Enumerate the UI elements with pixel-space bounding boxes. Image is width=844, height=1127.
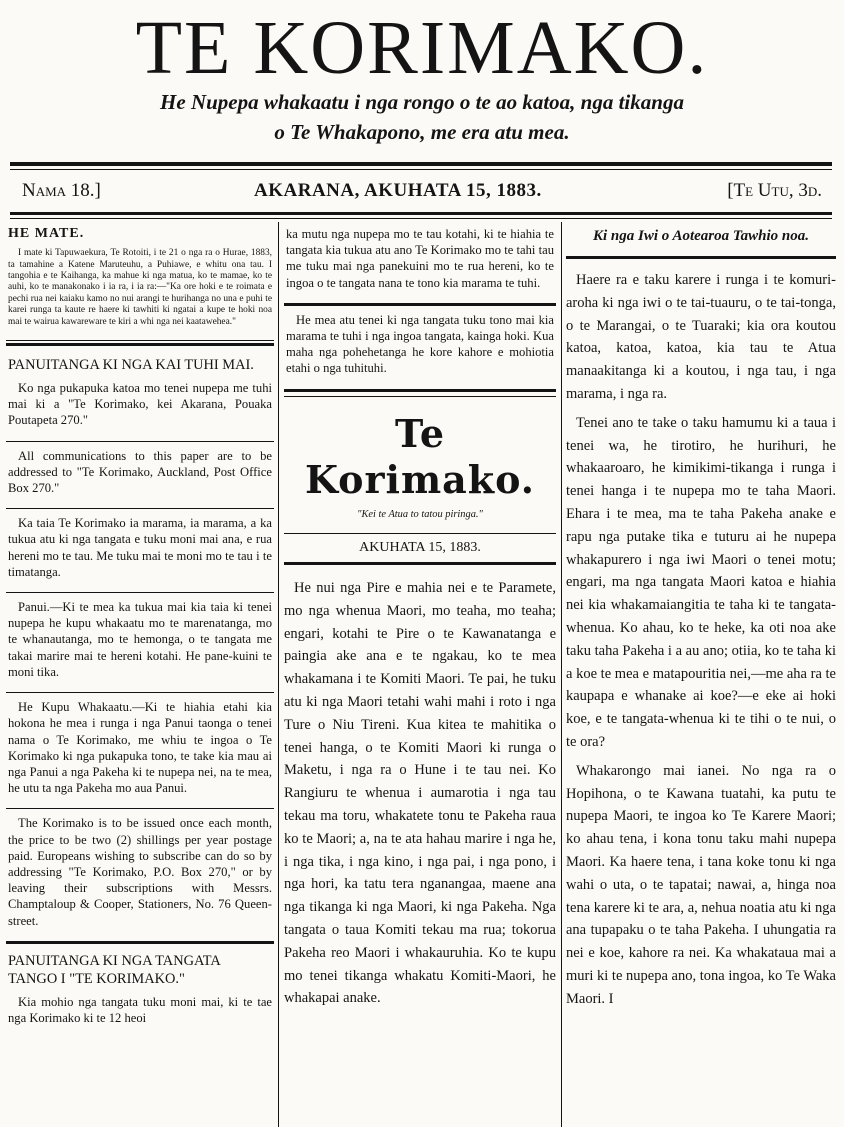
- dateline-rule-thin: [10, 218, 832, 219]
- panuitanga2-heading: PANUITANGA KI NGA TANGATA TANGO I "TE KORIMAKO.": [8, 952, 221, 987]
- he-mea-text: He mea atu tenei ki nga tangata tuku tono mai kia marama te tuhi i nga ingoa tangata, kainga hoki. Kua maha nga pohehetanga he kore kahore e mohiotia etahi o nga tuhituhi.: [286, 312, 554, 376]
- masthead-motto-line1: He Nupepa whakaatu i nga rongo o te ao katoa, nga tikanga: [160, 90, 684, 114]
- he-kupu-section: [6, 695, 274, 809]
- he-mate-heading: HE MATE.: [8, 226, 85, 241]
- panuitanga-heading: PANUITANGA KI NGA KAI TUHI MAI.: [8, 357, 254, 374]
- address-para-1: Haere ra e taku karere i runga i te komuri-aroha ki nga iwi o te tai-tuauru, o te tai-tonga, o te Marangai, o te Tuaraki; kia ora koutou katoa, katoa, katoa, kia tau te Atua manaakitanga ki a koutou, i nga tau, i nga marama, i nga ra.: [566, 272, 836, 402]
- issue-number: Nama 18.]: [22, 180, 101, 201]
- all-communications-section: [6, 444, 274, 510]
- column-2: [284, 222, 556, 1127]
- he-mate-body: I mate ki Tapuwaekura, Te Rotoiti, i te 21 o nga ra o Hurae, 1883, ta tamahine a Katene Maruteuhu, a Puhiawe, e whitu ona tau. I tangohia e te Kaihanga, ka mahue ki nga matua, ko te mamae, ko te auhi, ko te manakonako i ia ra, i ia ra:—"Ka ore hoki e te roimata e pechi rua nei kaiaku kamo no nui arangi te hurihanga no una e puhi te karei runga ta kaute re haere ki tawhiti ki ngatai a kupe te hoki noa mai te wairua kawareware te kiri a whi nga nei kaatawehea.": [8, 248, 272, 327]
- column-1: [6, 222, 274, 1127]
- price: [Te Utu, 3d.: [727, 180, 822, 201]
- ka-taia-text: Ka taia Te Korimako ia marama, ia marama, a ka tukua atu ki nga tangata e tuku moni mai ana, e rua hereni mo te tau. Me tuku mai te moni mo te tau i te timatanga.: [8, 516, 272, 579]
- paper-motto: "Kei te Atua to tatou piringa.": [357, 508, 483, 520]
- dateline-rule-thick: [10, 212, 832, 215]
- ka-taia-section: [6, 511, 274, 593]
- col2-top-section: [284, 222, 556, 306]
- all-communications-text: All communications to this paper are to be addressed to "Te Korimako, Auckland, Post Office Box 270.": [8, 448, 272, 496]
- address-title-rule: [566, 256, 836, 259]
- column-separator-2: [561, 222, 562, 1127]
- panuitanga2-body: Kia mohio nga tangata tuku moni mai, ki te tae nga Korimako ki te 12 heoi: [8, 994, 272, 1025]
- panuitanga2-section: [6, 946, 274, 1038]
- he-kupu-text: He Kupu Whakaatu.—Ki te hiahia etahi kia hokona he mea i runga i nga Panui taonga o tenei nama o Te Korimako, me whiu te ingoa o Te Korimako ki nga pukapuka tono, te take kia mau ai nga Panui a nga Pakeha ki te nupepa nei, na te mea, he utu ta nga Pakeha mo aua Panui.: [8, 700, 272, 796]
- dateline: [14, 180, 830, 210]
- panui-text: Panui.—Ki te mea ka tukua mai kia taia ki tenei nupepa he kupu whakaatu mo te marenatanga, mo te whanautanga, mo te hemonga, o te tangata me takai marire mai te hereni kotahi. He pane-kuini te moni tika.: [8, 600, 272, 679]
- he-mate-section: [6, 222, 274, 341]
- section-divider: [6, 343, 274, 346]
- he-mea-section: [284, 308, 556, 392]
- masthead-motto-line2: o Te Whakapono, me era atu mea.: [274, 120, 570, 144]
- paper-name: Te Korimako.: [304, 410, 536, 502]
- address-para-2: Tenei ano te take o taku hamumu ki a taua i tenei wa, he tirotiro, he hurihuri, he whakaaroaro, he kimikimi-tikanga i runga i tenei hanga i te nupepa mo te taha Maori. Ehara i te mea, ma te taha Pakeha anake e rapu nga putake tika e tuturu ai he nupepa whakapurero i nga iwi Maori o tenei motu; engari, ma nga tangata Maori katoa e hiahia nei kia whakamaiangitia te taha ki te tangata-whenua. Ko ahau, ko te heke, ka oti noa ake taku taha Pakeha i a au ano; otiia, ko te taha ki a koe te mea e matapouritia nei,—me aha ra te kaupapa e whanake ai koe?—e eke ai hoki koe, e te tangata-whenua ki te tihi o te nui, o te ora?: [566, 414, 836, 750]
- address-para-3: Whakarongo mai ianei. No nga ra o Hopihona, o te Kawana tuatahi, ka putu te nupepa Maori, te ingoa ko Te Karere Maori; ko ahau tena, i kona tonu taku mahi nupepa Maori. Ka haere tena, i tana koke tonu ki nga wahi o uta, o te tapatai; nawai, a, hinga noa tena karere ki te ara, a, nehua noatia atu ki nga ana tupapaku o te taha Pakeha. I uhungatia ra nei e koe, kahore ra nei. Ka whakataua mai a muri ki te nupepa ano, tona ingoa, ko Te Waka Maori. I: [566, 762, 836, 1007]
- issued-section: [6, 811, 274, 943]
- column-separator-1: [278, 222, 279, 1127]
- col2-top-text: ka mutu nga nupepa mo te tau kotahi, ki te hiahia te tangata kia tukua atu ano Te Korimako mo te tahi tau me tuku mai nga panekuini mo te rua hereni, ko te ingoa o te tangata nana te tono kia marama te tuhi.: [286, 227, 554, 290]
- masthead-rule-thin: [10, 169, 832, 170]
- masthead-rule-thick: [10, 162, 832, 166]
- panuitanga-body: Ko nga pukapuka katoa mo tenei nupepa me tuhi mai ki a "Te Korimako, kei Akarana, Pouaka Poutapeta 270.": [8, 381, 272, 428]
- issued-text: The Korimako is to be issued once each month, the price to be two (2) shillings per year postage paid. Europeans wishing to subscribe can do so by addressing "Te Korimako, P.O. Box 270," or by leaving their subscriptions with Messrs. Champtaloup & Cooper, Stationers, No. 76 Queen-street.: [8, 816, 272, 928]
- panuitanga-section: [6, 352, 274, 442]
- panui-section: [6, 595, 274, 693]
- place-date: AKARANA, AKUHATA 15, 1883.: [254, 180, 542, 201]
- address-title: Ki nga Iwi o Aotearoa Tawhio noa.: [592, 228, 810, 244]
- paper-name-section: [284, 396, 556, 523]
- editorial-date: AKUHATA 15, 1883.: [284, 533, 556, 565]
- masthead-title: TE KORIMAKO.: [135, 6, 709, 90]
- column-3: [566, 222, 836, 1127]
- editorial-text: He nui nga Pire e mahia nei e te Paramete, mo nga whenua Maori, mo teaha, mo teaha; engari, kotahi te Pire o te Kawanatanga e paingia ake ana e te ngakau, ko te mea whakamana i te Komiti Maori. Te pai, he tuku atu ki nga Maori tetahi wahi mahi i roto i nga Ture o Niu Tireni. Kua kitea te mahitika o tenei hanga, o te Komiti Maori ki runga o Maketu, i nga ra o Hune i te tau nei. Ko Rangiuru te whenua i aumarotia i nga tau tekau ma toru, whakatete tonu te Pakeha raua ko te Maori; a, na te ata hahau marire i nga he, i nga tika, i nga kino, i nga pai, i nga pono, i nga hori, ka tatu tera nganangaa, maene ana nga tikanga ki nga Maori, ki nga Pakeha. Nga tangata o taua Komiti tekau ma rua; tokorua Pakeha reo Maori i whakauruhia. Ko te kupu mo tenei tikanga whakatu Komiti-Maori, he whakapai anake.: [284, 580, 556, 1007]
